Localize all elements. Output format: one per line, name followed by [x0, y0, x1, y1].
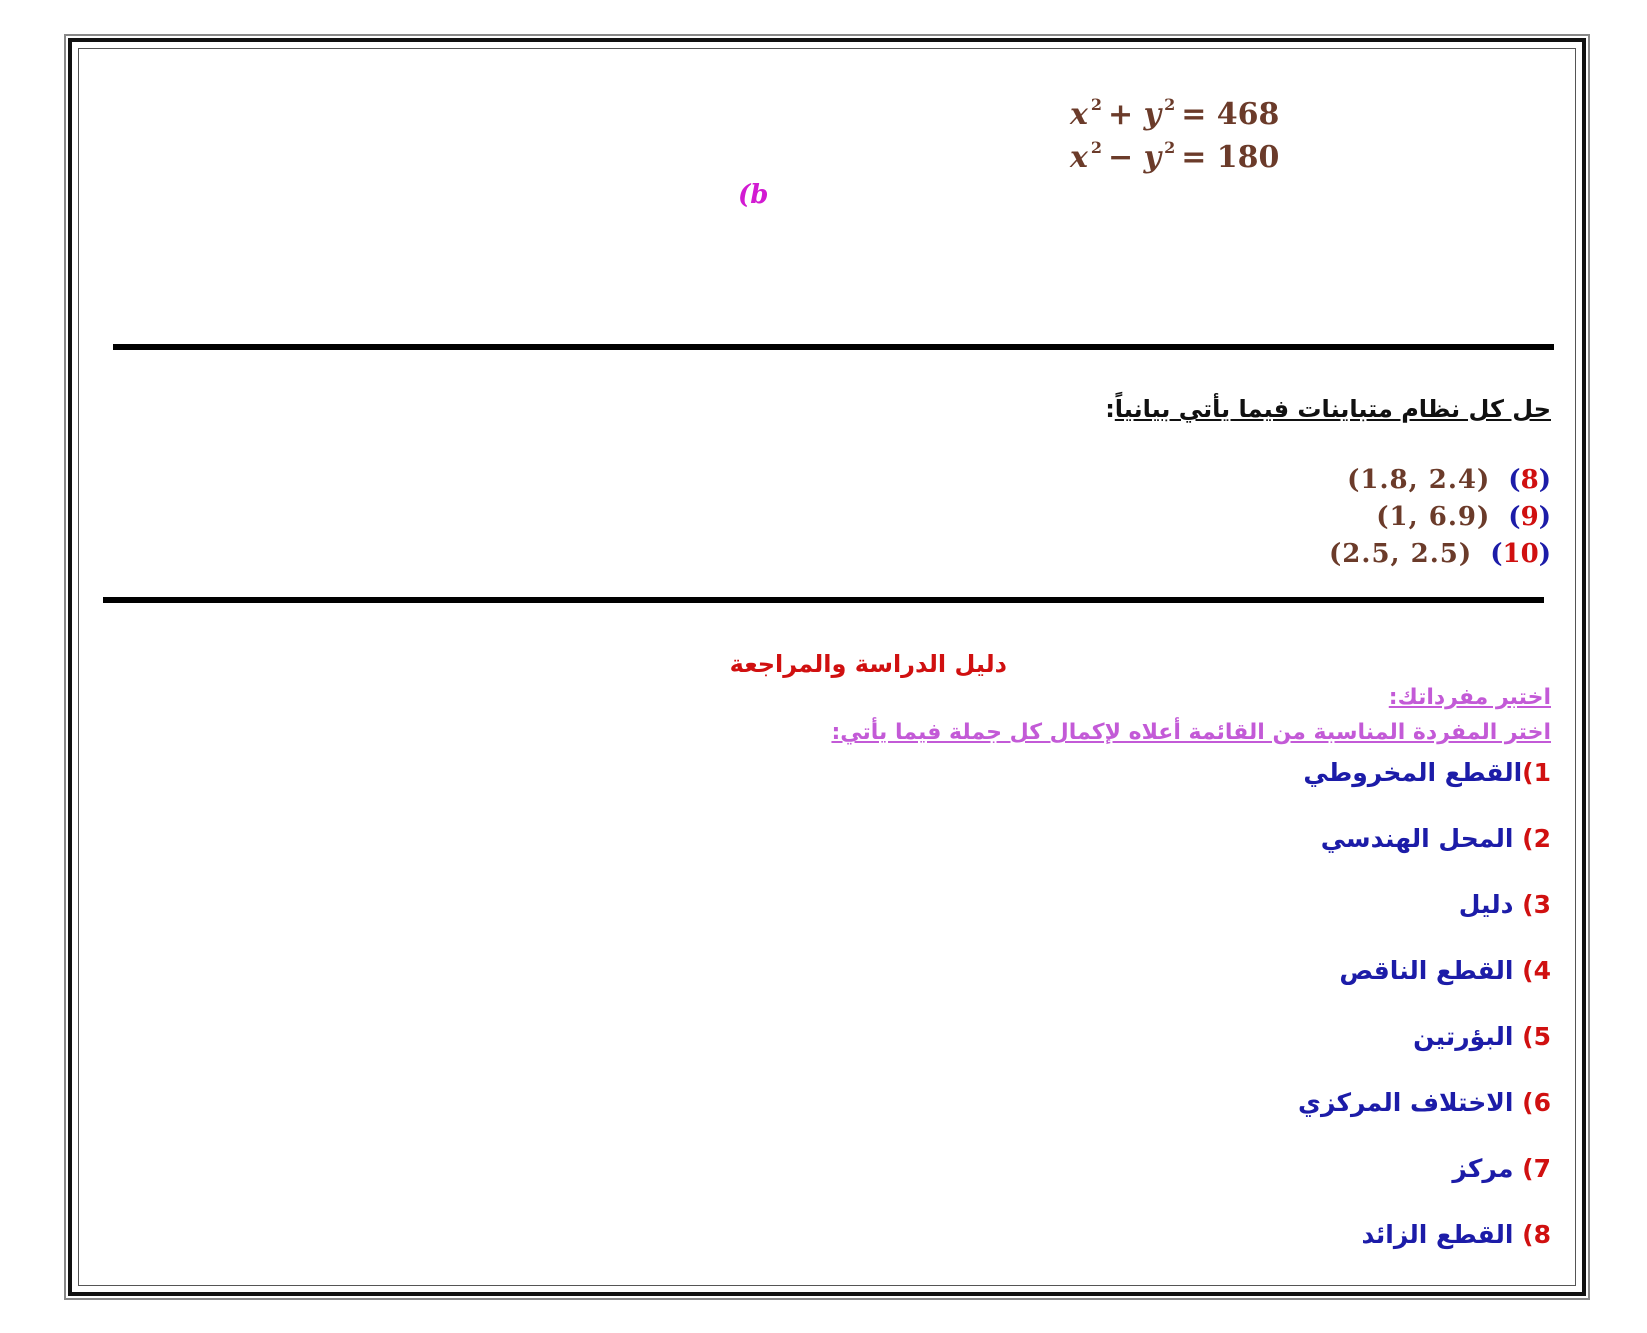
vocab-term: 8) القطع الزائد: [1361, 1220, 1551, 1249]
answer-number: (9): [1508, 502, 1551, 532]
eq1-rhs: = 468: [1181, 97, 1280, 132]
instruction-colon: :: [1105, 395, 1115, 423]
equation-2: [1070, 138, 1279, 175]
eq1-exp-x: 2: [1090, 95, 1103, 114]
vocab-term: 7) مركز: [1452, 1154, 1551, 1183]
instruction-text: حل كل نظام متباينات فيما يأتي بيانياً: [1114, 395, 1551, 423]
vocab-title: اختبر مفرداتك:: [1388, 685, 1551, 710]
vocab-term: 1)القطع المخروطي: [1303, 758, 1551, 787]
eq1-var-y: y: [1143, 97, 1162, 132]
answer-row: [1347, 465, 1551, 495]
vocab-term: 6) الاختلاف المركزي: [1298, 1088, 1551, 1117]
eq2-exp-x: 2: [1090, 138, 1103, 157]
equation-1: [1070, 95, 1279, 132]
vocab-term: 2) المحل الهندسي: [1320, 824, 1551, 853]
eq2-rhs: = 180: [1181, 140, 1280, 175]
vocab-term: 5) البؤرتين: [1413, 1022, 1551, 1051]
eq2-exp-y: 2: [1164, 138, 1176, 157]
answer-row: [1329, 539, 1551, 569]
answer-point: (1.8, 2.4): [1347, 465, 1491, 495]
eq2-var-x: x: [1070, 140, 1088, 175]
section-title: دليل الدراسة والمراجعة: [729, 650, 1007, 678]
eq1-exp-y: 2: [1164, 95, 1176, 114]
vocab-term: 3) دليل: [1458, 890, 1551, 919]
answer-point: (2.5, 2.5): [1329, 539, 1473, 569]
divider-2: [103, 597, 1544, 603]
answer-number: (8): [1508, 465, 1551, 495]
eq2-op: −: [1108, 140, 1134, 175]
divider-1: [113, 344, 1554, 350]
eq1-op: +: [1108, 97, 1134, 132]
answer-number: (10): [1490, 539, 1551, 569]
vocab-term: 4) القطع الناقص: [1339, 956, 1551, 985]
part-b-label: (b: [738, 180, 769, 210]
answer-row: [1376, 502, 1551, 532]
eq2-var-y: y: [1143, 140, 1162, 175]
eq1-var-x: x: [1070, 97, 1088, 132]
answer-point: (1, 6.9): [1376, 502, 1491, 532]
vocab-instruction: اختر المفردة المناسبة من القائمة أعلاه لإكمال كل جملة فيما يأتي:: [831, 720, 1551, 745]
inequalities-instruction: [1105, 395, 1551, 423]
